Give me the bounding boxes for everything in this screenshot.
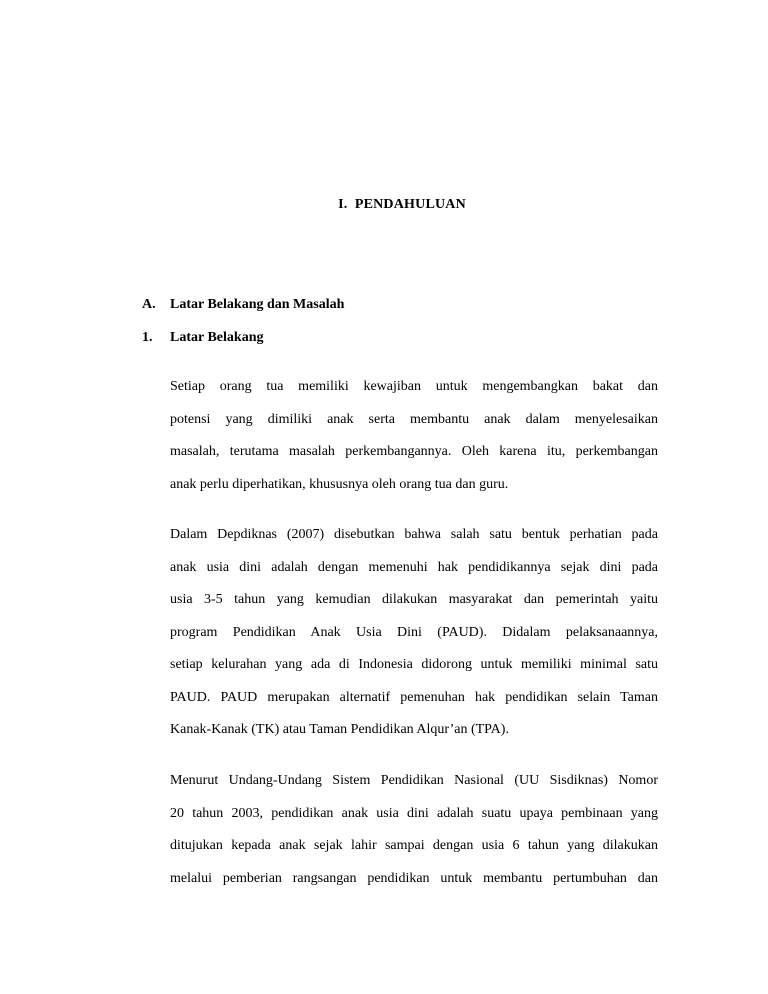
section-heading bbox=[142, 297, 344, 313]
subsection-title: Latar Belakang bbox=[170, 330, 264, 345]
paragraph-line: PAUD. PAUD merupakan alternatif pemenuhan hak pendidikan selain Taman bbox=[170, 689, 658, 705]
paragraph-line: anak usia dini adalah dengan memenuhi hak pendidikannya sejak dini pada bbox=[170, 559, 658, 575]
paragraph-line: Menurut Undang-Undang Sistem Pendidikan Nasional (UU Sisdiknas) Nomor bbox=[170, 773, 658, 788]
paragraph-2 bbox=[170, 519, 658, 747]
paragraph-line: usia 3-5 tahun yang kemudian dilakukan masyarakat dan pemerintah yaitu bbox=[170, 592, 658, 607]
paragraph-line: Setiap orang tua memiliki kewajiban untuk mengembangkan bakat dan bbox=[170, 379, 658, 394]
paragraph-line: Dalam Depdiknas (2007) disebutkan bahwa salah satu bentuk perhatian pada bbox=[170, 527, 658, 542]
section-title: Latar Belakang dan Masalah bbox=[170, 297, 345, 312]
paragraph-line: anak perlu diperhatikan, khususnya oleh orang tua dan guru. bbox=[170, 476, 509, 492]
chapter-title: I. PENDAHULUAN bbox=[338, 197, 466, 212]
subsection-heading bbox=[142, 330, 263, 346]
subsection-marker: 1. bbox=[142, 330, 153, 345]
section-marker: A. bbox=[142, 297, 156, 312]
paragraph-line: 20 tahun 2003, pendidikan anak usia dini adalah suatu upaya pembinaan yang bbox=[170, 805, 658, 821]
paragraph-line: potensi yang dimiliki anak serta membantu anak dalam menyelesaikan bbox=[170, 411, 658, 427]
paragraph-line: melalui pemberian rangsangan pendidikan untuk membantu pertumbuhan dan bbox=[170, 870, 658, 886]
paragraph-line: ditujukan kepada anak sejak lahir sampai dengan usia 6 tahun yang dilakukan bbox=[170, 838, 658, 853]
paragraph-line: setiap kelurahan yang ada di Indonesia didorong untuk memiliki minimal satu bbox=[170, 657, 658, 672]
paragraph-line: Kanak-Kanak (TK) atau Taman Pendidikan Alqur’an (TPA). bbox=[170, 722, 509, 737]
paragraph-line: masalah, terutama masalah perkembangannya. Oleh karena itu, perkembangan bbox=[170, 444, 658, 459]
paragraph-1 bbox=[170, 371, 658, 501]
paragraph-3 bbox=[170, 765, 658, 895]
paragraph-line: program Pendidikan Anak Usia Dini (PAUD). Didalam pelaksanaannya, bbox=[170, 624, 658, 640]
